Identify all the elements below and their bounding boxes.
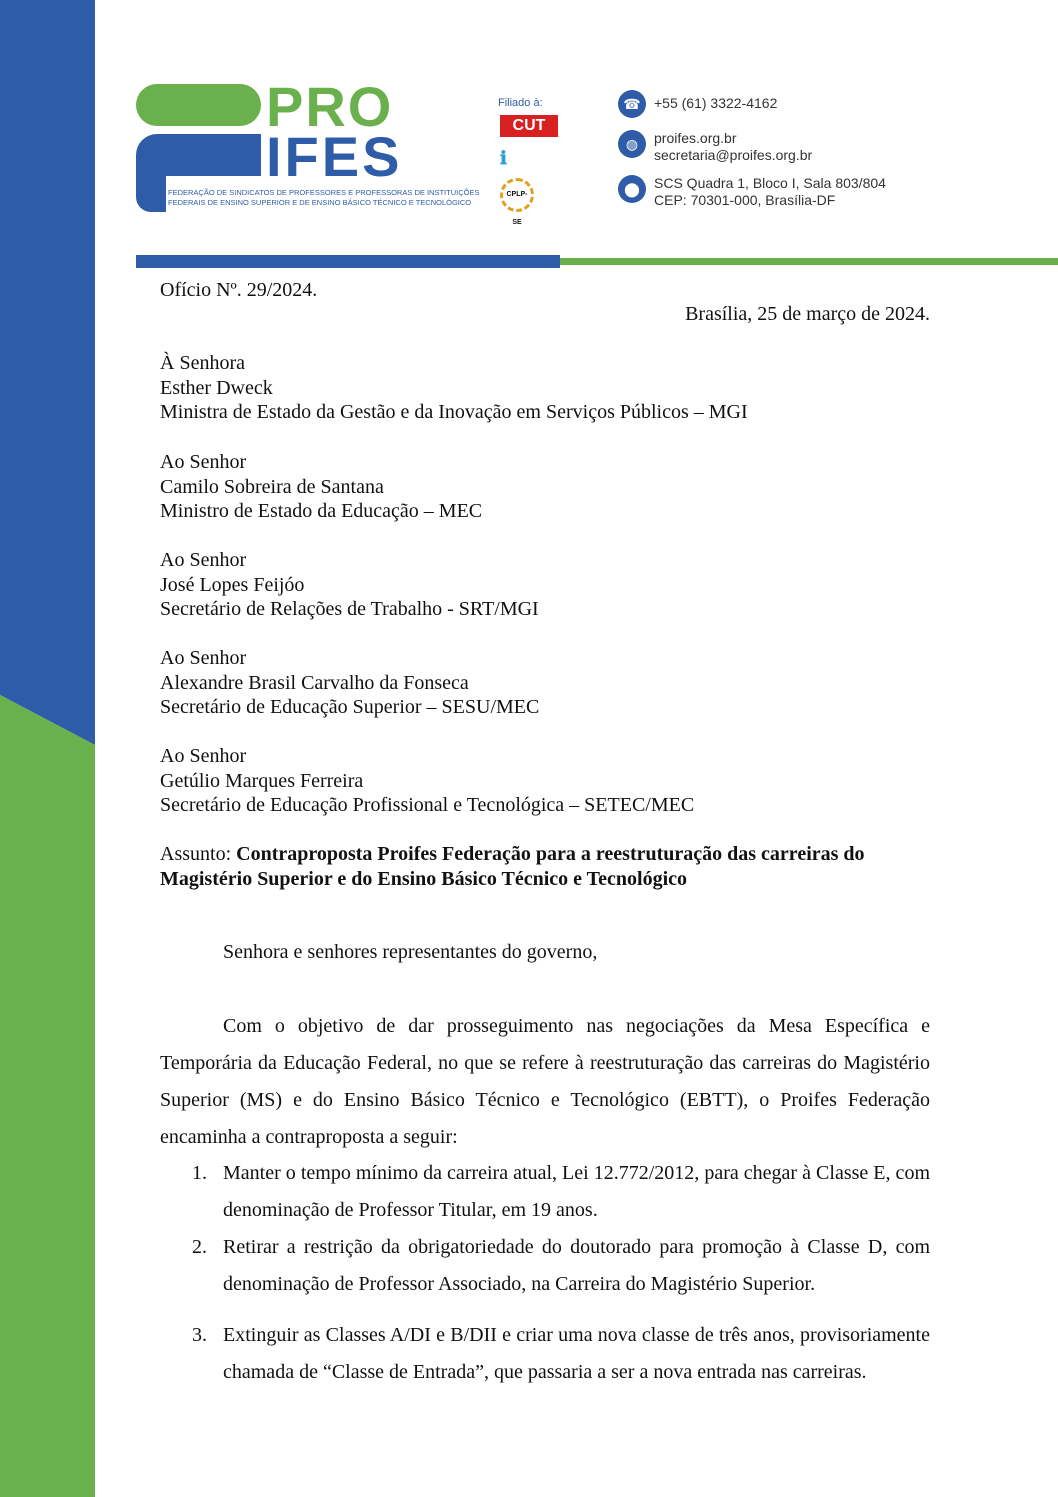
location-pin-icon: ⬤ (618, 175, 646, 203)
cplp-logo: CPLP-SE (500, 178, 534, 212)
header-rule-green (560, 258, 1058, 265)
federation-name: FEDERAÇÃO DE SINDICATOS DE PROFESSORES E PROFESSORAS DE INSTITUIÇÕES FEDERAIS DE ENSINO SUPERIOR E DE ENSINO BÁSICO TÉCNICO E TECNOLÓGICO (168, 188, 480, 207)
list-item: 2. Retirar a restrição da obrigatoriedade do doutorado para promoção à Classe D, com denominação de Professor Associado, na Carreira do Magistério Superior. (192, 1236, 930, 1295)
recipient: Ao Senhor Camilo Sobreira de Santana Ministro de Estado da Educação – MEC (160, 451, 483, 522)
logo-ifes: IFES (266, 125, 403, 188)
affiliation-label: Filiado à: (498, 97, 543, 109)
side-stripe (0, 0, 96, 1497)
recipient: À Senhora Esther Dweck Ministra de Estado da Gestão e da Inovação em Serviços Públicos – MGI (160, 352, 748, 423)
ei-logo: ℹ (500, 148, 507, 168)
list-item: 1. Manter o tempo mínimo da carreira atual, Lei 12.772/2012, para chegar à Classe E, com denominação de Professor Titular, em 19 anos. (192, 1162, 930, 1221)
list-item: 3. Extinguir as Classes A/DI e B/DII e criar uma nova classe de três anos, provisoriamente chamada de “Classe de Entrada”, que passaria a ser a nova entrada nas carreiras. (192, 1324, 930, 1383)
letter-number: Ofício Nº. 29/2024. (160, 279, 318, 301)
globe-icon: ◍ (618, 130, 646, 158)
recipient: Ao Senhor Getúlio Marques Ferreira Secretário de Educação Profissional e Tecnológica – SETEC/MEC (160, 745, 695, 816)
logo-pro: PRO (266, 75, 394, 138)
greeting: Senhora e senhores representantes do governo, (223, 941, 598, 963)
recipient: Ao Senhor Alexandre Brasil Carvalho da Fonseca Secretário de Educação Superior – SESU/MEC (160, 647, 540, 718)
intro-paragraph: Com o objetivo de dar prosseguimento nas negociações da Mesa Específica e Temporária da Educação Federal, no que se refere à reestruturação das carreiras do Magistério Superior (MS) e do Ensino Básico Técnico e Tecnológico (EBTT), o Proifes Federação encaminha a contraproposta a seguir: (160, 1015, 930, 1148)
cut-logo: CUT (500, 115, 558, 137)
subject: Assunto: Contraproposta Proifes Federação para a reestruturação das carreiras do Magistério Superior e do Ensino Básico Técnico e Tecnológico (160, 843, 865, 890)
recipient: Ao Senhor José Lopes Feijóo Secretário de Relações de Trabalho - SRT/MGI (160, 549, 539, 620)
phone-icon: ☎ (618, 90, 646, 118)
proifes-logo (136, 75, 480, 215)
header-rule-blue (136, 255, 560, 268)
contact-address: ⬤ SCS Quadra 1, Bloco I, Sala 803/804 CEP: 70301-000, Brasília-DF (618, 175, 886, 209)
letter-date: Brasília, 25 de março de 2024. (685, 303, 930, 325)
contact-web: ◍ proifes.org.br secretaria@proifes.org.br (618, 130, 812, 164)
contact-phone: ☎ +55 (61) 3322-4162 (618, 90, 777, 112)
